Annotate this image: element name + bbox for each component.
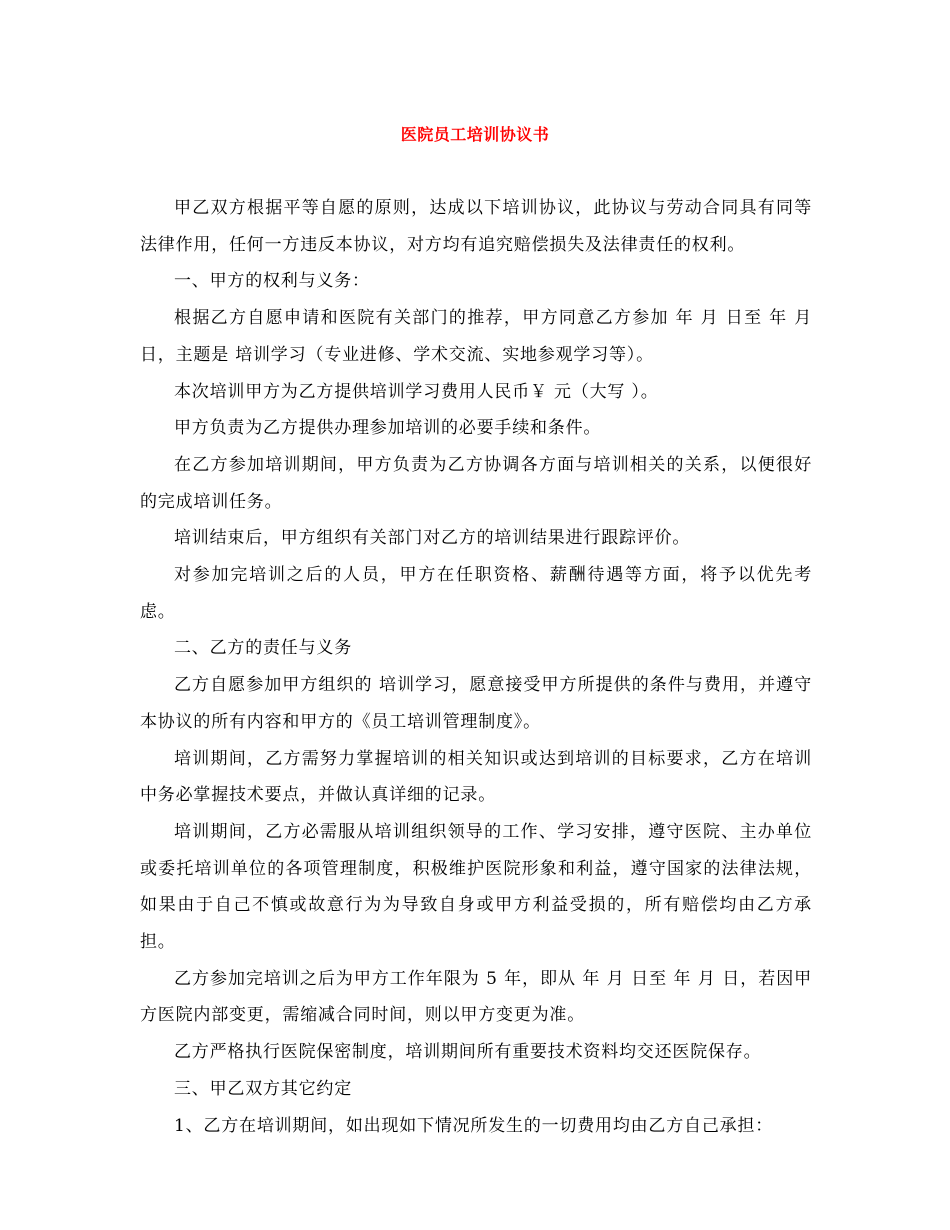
paragraph: 在乙方参加培训期间，甲方负责为乙方协调各方面与培训相关的关系，以便很好的完成培训任务。 [140,454,812,512]
paragraph: 乙方自愿参加甲方组织的 培训学习，愿意接受甲方所提供的条件与费用，并遵守本协议的所有内容和甲方的《员工培训管理制度》。 [140,675,812,732]
paragraph: 本次培训甲方为乙方提供培训学习费用人民币￥ 元（大写 ）。 [174,381,659,402]
paragraph: 培训期间，乙方必需服从培训组织领导的工作、学习安排，遵守医院、主办单位或委托培训单位的各项管理制度，积极维护医院形象和利益，遵守国家的法律法规，如果由于自己不慎或故意行为为导致自身或甲方利益受损的，所有赔偿均由乙方承担。 [140,821,812,953]
paragraph: 根据乙方自愿申请和医院有关部门的推荐，甲方同意乙方参加 年 月 日至 年 月 日，主题是 培训学习（专业进修、学术交流、实地参观学习等）。 [140,308,812,365]
paragraph: 1、乙方在培训期间，如出现如下情况所发生的一切费用均由乙方自己承担： [174,1115,774,1136]
section-heading-other-terms: 三、甲乙双方其它约定 [174,1078,352,1099]
document-body [140,190,812,1144]
paragraph-intro: 甲乙双方根据平等自愿的原则，达成以下培训协议，此协议与劳动合同具有同等法律作用，任何一方违反本协议，对方均有追究赔偿损失及法律责任的权利。 [140,198,812,255]
section-heading-party-a: 一、甲方的权利与义务： [174,271,370,292]
paragraph: 乙方参加完培训之后为甲方工作年限为 5 年，即从 年 月 日至 年 月 日，若因甲方医院内部变更，需缩减合同时间，则以甲方变更为准。 [140,968,812,1026]
paragraph: 对参加完培训之后的人员，甲方在任职资格、薪酬待遇等方面，将予以优先考虑。 [140,565,812,622]
paragraph: 培训结束后，甲方组织有关部门对乙方的培训结果进行跟踪评价。 [174,528,691,549]
paragraph: 培训期间，乙方需努力掌握培训的相关知识或达到培训的目标要求，乙方在培训中务必掌握技术要点，并做认真详细的记录。 [140,748,812,806]
paragraph: 乙方严格执行医院保密制度，培训期间所有重要技术资料均交还医院保存。 [174,1042,762,1063]
document-title: 医院员工培训协议书 [400,125,550,144]
section-heading-party-b: 二、乙方的责任与义务 [174,638,352,659]
paragraph: 甲方负责为乙方提供办理参加培训的必要手续和条件。 [174,418,602,439]
